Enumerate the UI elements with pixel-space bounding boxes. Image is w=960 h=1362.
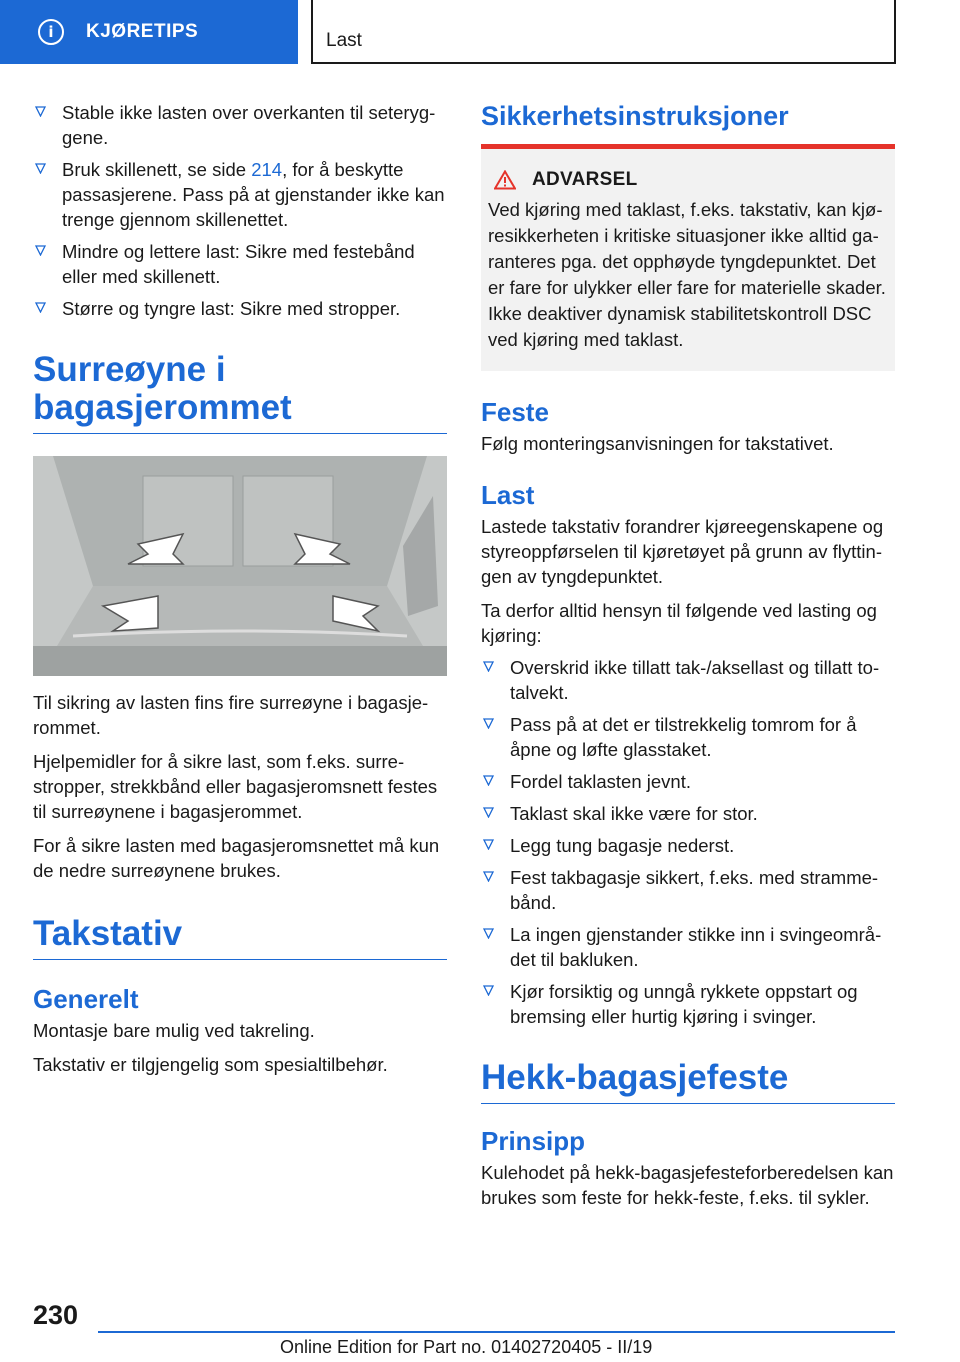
paragraph: Til sikring av lasten fins fire surreøyne i bagasjerommet. bbox=[33, 692, 429, 738]
triangle-bullet-icon bbox=[483, 807, 494, 818]
triangle-bullet-icon bbox=[35, 245, 46, 256]
page-title-box bbox=[311, 0, 896, 64]
warning-text: Ved kjøring med taklast, f.eks. takstativ, kan kjøresikkerheten i kritiske situasjoner ikke alltid garanteres pga. det opphøyde tyngdepunktet. Det er fare for ulykker eller fare for materielle skader. Ikke deaktiver dynamisk stabilitetskontroll DSC ved kjøring med taklast. bbox=[488, 199, 886, 350]
triangle-bullet-icon bbox=[35, 106, 46, 117]
right-column bbox=[481, 100, 895, 1219]
list-item: Pass på at det er tilstrekkelig tomrom for å åpne og løfte glasstaket. bbox=[481, 712, 895, 762]
cargo-area-photo bbox=[33, 456, 447, 676]
section-heading-surreoyne: Surreøyne i bagasjerommet bbox=[33, 351, 447, 434]
list-item: Overskrid ikke tillatt tak-/aksellast og tillatt totalvekt. bbox=[481, 655, 895, 705]
list-item: Stable ikke lasten over overkanten til seteryggene. bbox=[33, 100, 447, 150]
paragraph: Lastede takstativ forandrer kjøreegenskapene og styreoppførselen til kjøretøyet på grunn av flyttingen av tyngdepunktet. bbox=[481, 516, 884, 587]
list-item: Bruk skillenett, se side 214, for å beskytte passasjerene. Pass på at gjenstander ikke kan trenge gjennom skillenettet. bbox=[33, 157, 447, 232]
info-icon: i bbox=[38, 19, 64, 45]
list-item: Fest takbagasje sikkert, f.eks. med strammebånd. bbox=[481, 865, 895, 915]
list-item: Taklast skal ikke være for stor. bbox=[481, 801, 895, 826]
list-item: Legg tung bagasje nederst. bbox=[481, 833, 895, 858]
section-heading-takstativ: Takstativ bbox=[33, 915, 447, 960]
subheading-prinsipp: Prinsipp bbox=[481, 1126, 586, 1156]
list-item: Fordel taklasten jevnt. bbox=[481, 769, 895, 794]
warning-box bbox=[481, 144, 895, 371]
list-item: Mindre og lettere last: Sikre med festebånd eller med skillenett. bbox=[33, 239, 447, 289]
triangle-bullet-icon bbox=[483, 985, 494, 996]
footer-edition: Online Edition for Part no. 01402720405 - II/19 bbox=[280, 1337, 653, 1357]
section-tab-label: KJØRETIPS bbox=[86, 21, 199, 42]
footer-divider bbox=[98, 1331, 895, 1333]
triangle-bullet-icon bbox=[483, 928, 494, 939]
triangle-bullet-icon bbox=[483, 661, 494, 672]
paragraph: Takstativ er tilgjengelig som spesialtilbehør. bbox=[33, 1054, 388, 1075]
paragraph: Ta derfor alltid hensyn til følgende ved lasting og kjøring: bbox=[481, 600, 877, 646]
section-heading-sikkerhet: Sikkerhetsinstruksjoner bbox=[481, 101, 789, 131]
warning-title: ADVARSEL bbox=[494, 169, 887, 191]
subheading-generelt: Generelt bbox=[33, 984, 139, 1014]
triangle-bullet-icon bbox=[483, 718, 494, 729]
triangle-bullet-icon bbox=[483, 775, 494, 786]
left-column bbox=[33, 100, 447, 1086]
subheading-feste: Feste bbox=[481, 397, 549, 427]
section-heading-hekk: Hekk-bagasjefeste bbox=[481, 1059, 895, 1104]
triangle-bullet-icon bbox=[483, 871, 494, 882]
triangle-bullet-icon bbox=[483, 839, 494, 850]
list-item: Kjør forsiktig og unngå rykkete oppstart og bremsing eller hurtig kjøring i svinger. bbox=[481, 979, 895, 1029]
section-tab[interactable] bbox=[0, 0, 298, 64]
triangle-bullet-icon bbox=[35, 302, 46, 313]
page-link[interactable]: 214 bbox=[251, 159, 283, 180]
list-item: Større og tyngre last: Sikre med stropper. bbox=[33, 296, 447, 321]
paragraph: Montasje bare mulig ved takreling. bbox=[33, 1020, 315, 1041]
subheading-last: Last bbox=[481, 480, 535, 510]
paragraph: For å sikre lasten med bagasjeromsnettet må kun de nedre surreøynene brukes. bbox=[33, 835, 440, 881]
triangle-bullet-icon bbox=[35, 163, 46, 174]
list-item: La ingen gjenstander stikke inn i svingeområdet til bakluken. bbox=[481, 922, 895, 972]
page-number: 230 bbox=[33, 1300, 79, 1330]
page-title: Last bbox=[326, 30, 362, 51]
paragraph: Kulehodet på hekk-bagasjefesteforberedelsen kan brukes som feste for hekk-feste, f.eks. til sykler. bbox=[481, 1162, 894, 1208]
paragraph: Hjelpemidler for å sikre last, som f.eks. surrestropper, strekkbånd eller bagasjeromsnett festes til surreøynene i bagasjerommet. bbox=[33, 751, 438, 822]
paragraph: Følg monteringsanvisningen for takstativet. bbox=[481, 433, 834, 454]
warning-triangle-icon bbox=[494, 170, 516, 190]
